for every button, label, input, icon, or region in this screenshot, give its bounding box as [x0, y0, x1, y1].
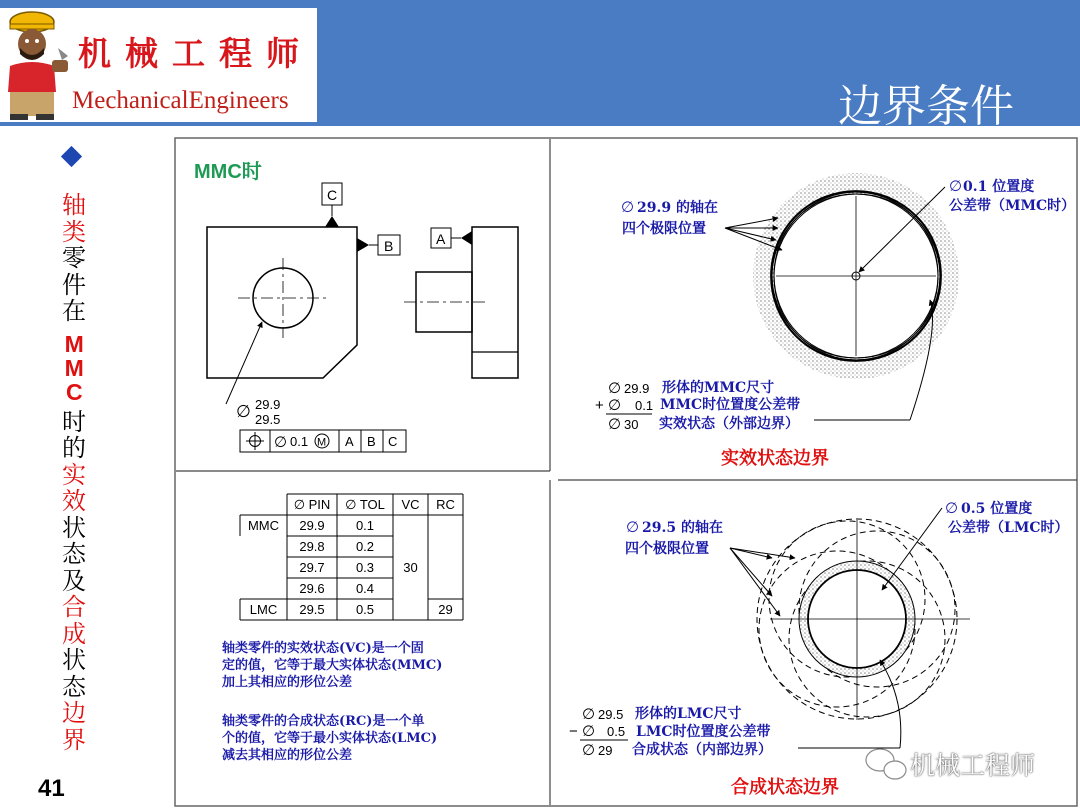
note-rc [222, 713, 437, 763]
table-cell-pin: 29.9 [299, 518, 325, 533]
caption-char: 状 [62, 646, 86, 674]
mmc-heading: MMC时 [194, 161, 262, 183]
vc-calc-desc-3: 实效状态（外部边界） [659, 416, 799, 432]
rc-calc-val-2: 0.5 [607, 724, 626, 739]
dim-lower: 29.5 [255, 412, 281, 427]
table-row-label: MMC [247, 518, 280, 533]
vc-shaft-label-2: 四个极限位置 [622, 221, 706, 237]
fcf-modifier: M [317, 436, 327, 449]
note-line: 加上其相应的形位公差 [222, 675, 353, 690]
caption-char: 状 [62, 513, 86, 542]
datum-b-triangle [357, 238, 369, 252]
vc-zone-label-2: 公差带（MMC时） [949, 198, 1076, 214]
caption-char: 效 [62, 487, 86, 515]
logo-chinese: 机械工程师 [78, 34, 313, 73]
caption-char: 的 [62, 434, 86, 462]
vc-shaft-label-1: 29.9 的轴在 [637, 200, 718, 216]
table-cell-rc: 29 [438, 602, 453, 617]
table-cell-tol: 0.1 [355, 518, 375, 533]
rc-caption: 合成状态边界 [731, 777, 839, 798]
logo-english: MechanicalEngineers [72, 87, 289, 114]
svg-text:∅: ∅ [608, 416, 622, 433]
rc-calc [569, 705, 772, 759]
svg-text:∅: ∅ [608, 397, 622, 414]
caption-char: 轴 [62, 191, 86, 219]
caption-char: 态 [62, 672, 86, 701]
note-line: 个的值，它等于最小实体状态(LMC) [222, 731, 438, 746]
vc-calc-desc-1: 形体的MMC尺寸 [662, 380, 775, 396]
condition-table [240, 494, 463, 620]
vc-calc [595, 379, 800, 433]
table-cell-tol: 0.3 [355, 560, 375, 575]
table-cell-tol: 0.2 [355, 539, 375, 554]
vc-zone-label-1: 0.1 位置度 [963, 179, 1035, 195]
page-number: 41 [38, 775, 65, 802]
datum-a-triangle [461, 231, 472, 245]
fcf-datum-b: B [367, 434, 376, 449]
table-cell-pin: 29.7 [299, 560, 325, 575]
table-header-pin: ∅ PIN [293, 497, 331, 512]
table-cell-tol: 0.5 [355, 602, 375, 617]
part-side-view [472, 227, 518, 378]
vc-calc-val-3: 30 [624, 417, 639, 432]
vc-calc-op-2: + [595, 397, 604, 414]
vc-calc-val-2: 0.1 [635, 398, 654, 413]
table-header-rc: RC [436, 497, 455, 512]
svg-text:∅: ∅ [608, 380, 622, 397]
vc-calc-desc-2: MMC时位置度公差带 [660, 397, 801, 413]
caption-char: 边 [62, 699, 86, 727]
wechat-logo-icon [866, 749, 906, 779]
feature-control-frame [240, 430, 406, 452]
fcf-datum-a: A [345, 434, 354, 449]
datum-c: C [327, 187, 338, 203]
datum-a: A [436, 231, 446, 247]
table-cell-pin: 29.6 [299, 581, 325, 596]
datum-c-triangle [325, 216, 339, 227]
table-cell-pin: 29.5 [299, 602, 325, 617]
caption-char: 合 [62, 593, 86, 621]
rc-zone-leader [882, 508, 942, 590]
caption-char: 界 [62, 725, 86, 754]
dim-upper: 29.9 [255, 397, 281, 412]
rc-shaft-label-1: 29.5 的轴在 [642, 520, 723, 536]
note-vc [222, 640, 442, 690]
table-cell-vc: 30 [403, 560, 418, 575]
note-line: 减去其相应的形位公差 [222, 748, 353, 763]
rc-zone-label-2: 公差带（LMC时） [948, 520, 1069, 536]
svg-text:∅: ∅ [582, 723, 596, 740]
rc-zone-label-1: 0.5 位置度 [961, 501, 1033, 517]
rc-calc-desc-3: 合成状态（内部边界） [632, 742, 772, 758]
caption-char: 时 [62, 407, 86, 436]
rc-shaft-label-2: 四个极限位置 [625, 541, 709, 557]
rc-calc-desc-2: LMC时位置度公差带 [636, 724, 771, 740]
datum-b: B [384, 238, 394, 254]
rc-calc-val-1: 29.5 [598, 707, 624, 722]
caption-char: 实 [62, 460, 86, 489]
caption-char: 及 [62, 566, 86, 595]
note-line: 轴类零件的实效状态(VC)是一个固 [222, 641, 424, 656]
vc-shaft-diameter: ∅ [621, 199, 635, 216]
table-cell-pin: 29.8 [299, 539, 325, 554]
watermark-text: 机械工程师 [910, 751, 1036, 780]
page-title: 边界条件 [838, 81, 1014, 132]
note-line: 定的值，它等于最大实体状态(MMC) [222, 658, 443, 673]
rc-calc-val-3: 29 [598, 743, 613, 758]
note-line: 轴类零件的合成状态(RC)是一个单 [222, 714, 425, 729]
fcf-tolerance: 0.1 [290, 434, 309, 449]
rc-boundary-leader-curve [880, 660, 901, 748]
caption-char: 零 [62, 244, 86, 272]
table-row-label: LMC [249, 602, 278, 617]
caption-char: 态 [62, 540, 86, 568]
table-cell-tol: 0.4 [355, 581, 375, 596]
caption-char: 在 [62, 297, 86, 325]
vc-caption: 实效状态边界 [721, 448, 829, 469]
part-front-view [207, 227, 357, 378]
table-header-vc: VC [401, 497, 420, 512]
caption-char: 件 [62, 270, 86, 299]
fcf-datum-c: C [388, 434, 398, 449]
position-symbol-icon [246, 432, 264, 450]
svg-text:∅: ∅ [274, 434, 288, 451]
caption-char: MMC [61, 330, 88, 403]
dim-leader [226, 322, 262, 404]
rc-zone-diameter: ∅ [945, 500, 959, 517]
svg-text:∅: ∅ [582, 742, 596, 759]
rc-shaft-leaders [730, 548, 795, 616]
vc-zone-diameter: ∅ [949, 178, 963, 195]
rc-shaft-diameter: ∅ [626, 519, 640, 536]
rc-calc-desc-1: 形体的LMC尺寸 [635, 706, 742, 722]
caption-char: 类 [62, 217, 86, 246]
svg-text:∅: ∅ [582, 706, 596, 723]
vc-calc-val-1: 29.9 [624, 381, 650, 396]
rc-calc-op-2: − [569, 723, 578, 740]
table-header-tol: ∅ TOL [345, 497, 385, 512]
caption-char: 成 [62, 619, 86, 648]
rc-diagram [757, 519, 970, 720]
diameter-symbol: ∅ [236, 402, 251, 421]
